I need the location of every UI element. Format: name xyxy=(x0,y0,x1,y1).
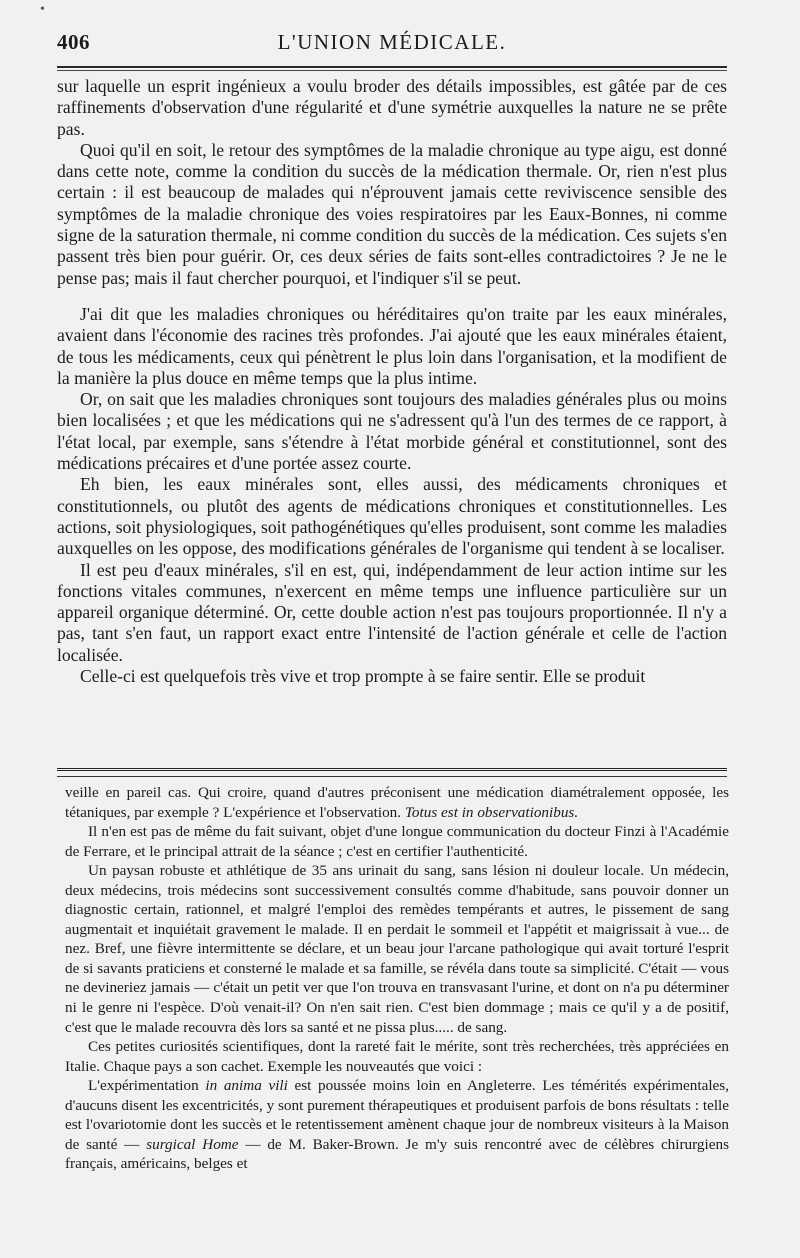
footnote-rule-thin xyxy=(57,776,727,777)
latin-phrase: in anima vili xyxy=(205,1077,288,1095)
footnote-paragraph xyxy=(65,783,729,822)
paragraph: J'ai dit que les maladies chroniques ou héréditaires qu'on traite par les eaux minérales, avaient dans l'économie des racines très profondes. J'ai ajouté que les eaux minérales étaient, de tous les médicaments, ceux qui pénètrent le plus loin dans l'organisation, et la modifient de la manière la plus douce en même temps que la plus intime. xyxy=(57,303,727,388)
stray-mark: • xyxy=(40,2,45,17)
footnote-text-span: L'expérimentation xyxy=(88,1077,206,1095)
page-header xyxy=(57,30,727,60)
footnote-section xyxy=(65,783,729,1174)
paragraph: sur laquelle un esprit ingénieux a voulu broder des détails impossibles, est gâtée par de ces raffinements d'observation d'une régularité et d'une symétrie auxquelles la nature ne se prête pas. xyxy=(57,76,727,139)
paragraph: Quoi qu'il en soit, le retour des symptômes de la maladie chronique au type aigu, est donné dans cette note, comme la condition du succès de la médication thermale. Or, rien n'est plus certain : il est beaucoup de malades qui n'éprouvent jamais cette reviviscence sensible des symptômes de la maladie chronique des voies respiratoires par les Eaux-Bonnes, ni comme signe de la saturation thermale, ni comme condition du succès de la médication. Ces sujets s'en passent très bien pour guérir. Or, ces deux séries de faits sont-elles contradictoires ? Je ne le pense pas; mais il faut chercher pourquoi, et l'indiquer s'il se peut. xyxy=(57,139,727,288)
footnote-paragraph: Il n'en est pas de même du fait suivant, objet d'une longue communication du docteur Finzi à l'Académie de Ferrare, et le principal attrait de la séance ; c'est en certifier l'authenticité. xyxy=(65,823,729,860)
footnote-text-span: veille en pareil cas. Qui croire, quand d'autres préconisent une médication diamétralement opposée, les tétaniques, par exemple ? L'expérience et l'observation. xyxy=(65,784,729,821)
footnote-text-span: est poussée moins loin en Angleterre. Les témérités expérimentales, d'aucuns disent les excentricités, y sont purement thérapeutiques et produisent parfois de bons résultats : telle est l'ovariotomie dont les succès et le retentissement amènent chaque jour de nombreux visiteurs à la Maison de santé — xyxy=(65,1077,729,1153)
main-text xyxy=(57,76,727,687)
paragraph: Celle-ci est quelquefois très vive et trop prompte à se faire sentir. Elle se produit xyxy=(80,666,646,687)
english-phrase: surgical Home xyxy=(146,1135,239,1153)
paragraph: Eh bien, les eaux minérales sont, elles aussi, des médicaments chroniques et constitutionnels, ou plutôt des agents de médications chroniques et constitutionnelles. Les actions, soit physiologiques, soit pathogénétiques qu'elles produisent, sont comme les maladies auxquelles on les oppose, des modifications générales de l'organisme qui tendent à se localiser. xyxy=(57,474,727,559)
footnote-rule xyxy=(57,768,727,771)
paragraph: Il est peu d'eaux minérales, s'il en est, qui, indépendamment de leur action intime sur les fonctions vitales communes, n'exercent en même temps une influence particulière sur un appareil organique déterminé. Or, cette double action n'est pas toujours proportionnée. Il n'y a pas, tant s'en faut, un rapport exact entre l'intensité de l'action générale et celle de l'action localisée. xyxy=(57,559,727,665)
footnote-paragraph: Un paysan robuste et athlétique de 35 ans urinait du sang, sans lésion ni douleur locale. Un médecin, deux médecins, trois médecins sont successivement consultés comme d'habitude, sans pouvoir donner un diagnostic certain, rationnel, et malgré l'emploi des remèdes tempérants et autres, le pissement de sang augmentait et inquiétait gravement le malade. Il en perdait le sommeil et l'appétit et maigrissait à vue... de nez. Bref, une fièvre intermittente se déclare, et un beau jour l'arcane pathologique qui avait torturé l'esprit de si savants praticiens et consterné le malade et sa famille, se révéla dans toute sa simplicité. C'était — vous ne devineriez jamais — c'était un petit ver que l'on trouva en transvasant l'urine, et dont on n'a pu déterminer ni le genre ni l'espèce. D'où venait-il? On n'en sait rien. C'est bien dommage ; mais ce qu'il y a de positif, c'est que le malade recouvra dès lors sa santé et ne pissa plus..... de sang. xyxy=(65,862,729,1036)
paragraph: Or, on sait que les maladies chroniques sont toujours des maladies générales plus ou moins bien localisées ; et que les médications qui ne s'adressent qu'à l'un des termes de ce rapport, à l'état local, par exemple, sans s'étendre à l'état morbide général et constitutionnel, sont des médications précaires et d'une portée assez courte. xyxy=(57,389,727,474)
footnote-paragraph: Ces petites curiosités scientifiques, dont la rareté fait le mérite, sont très recherchées, très appréciées en Italie. Chaque pays a son cachet. Exemple les nouveautés que voici : xyxy=(65,1038,729,1075)
footnote-text-span: — de M. Baker-Brown. Je m'y suis rencontré avec de célèbres chirurgiens français, américains, belges et xyxy=(65,1135,729,1173)
header-rule-thin xyxy=(57,70,727,71)
header-rule xyxy=(57,66,727,68)
latin-phrase: Totus est in observationibus. xyxy=(404,803,579,821)
page-number: 406 xyxy=(57,30,90,54)
running-title: L'UNION MÉDICALE. xyxy=(277,30,507,54)
footnote-paragraph xyxy=(65,1076,729,1174)
